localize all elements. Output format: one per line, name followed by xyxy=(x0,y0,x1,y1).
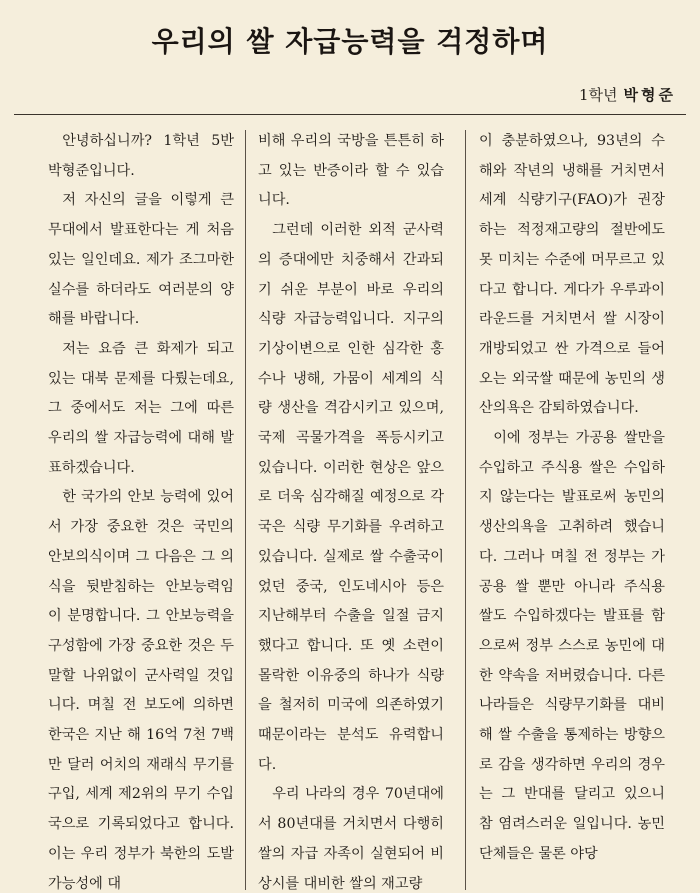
column-divider xyxy=(245,130,246,890)
header-divider xyxy=(14,114,686,115)
article-title: 우리의 쌀 자급능력을 걱정하며 xyxy=(151,25,549,58)
byline-author: 박형준 xyxy=(623,86,676,104)
paragraph: 그런데 이러한 외적 군사력의 증대에만 치중해서 간과되기 쉬운 부분이 바로 우리의 식량 자급능력입니다. 지구의 기상이변으로 인한 심각한 홍수나 냉해, 가뭄이 세계의 식량 생산을 격감시키고 있으며, 국제 곡물가격을 폭등시키고 있습니다. 이러한 현상은 앞으로 더욱 심각해질 예정으로 각국은 식량 무기화를 우려하고 있습니다. 실제로 쌀 수출국이었던 중국, 인도네시아 등은 지난해부터 수출을 일절 금지했다고 합니다. 또 옛 소련이 몰락한 이유중의 하나가 식량을 철저히 미국에 의존하였기 때문이라는 분석도 유력합니다. xyxy=(258,222,444,773)
text-column-1 xyxy=(48,127,234,893)
byline xyxy=(579,84,676,105)
paragraph: 저 자신의 글을 이렇게 큰 무대에서 발표한다는 게 처음 있는 일인데요. 제가 조그마한 실수를 하더라도 여러분의 양해를 바랍니다. xyxy=(48,192,234,328)
paragraph: 이 충분하였으나, 93년의 수해와 작년의 냉해를 거치면서 세계 식량기구(FAO)가 권장하는 적정재고량의 절반에도 못 미치는 수준에 머무르고 있다고 합니다. 게다가 우루과이라운드를 거치면서 쌀 시장이 개방되었고 싼 가격으로 들어오는 외국쌀 때문에 농민의 생산의욕은 감퇴하였습니다. xyxy=(479,133,665,417)
paragraph: 안녕하십니까? 1학년 5반 박형준입니다. xyxy=(48,133,234,179)
byline-grade: 1학년 xyxy=(578,86,618,104)
text-column-3 xyxy=(479,127,665,893)
paragraph: 비해 우리의 국방을 튼튼히 하고 있는 반증이라 할 수 있습니다. xyxy=(258,133,444,209)
paragraph: 한 국가의 안보 능력에 있어서 가장 중요한 것은 국민의 안보의식이며 그 다음은 그 의식을 뒷받침하는 안보능력임이 분명합니다. 그 안보능력을 구성함에 가장 중요한 것은 두말할 나위없이 군사력일 것입니다. 며칠 전 보도에 의하면 한국은 지난 해 16억 7천 7백만 달러 어치의 재래식 무기를 구입, 세계 제2위의 무기 수입국으로 기록되었다고 합니다. 이는 우리 정부가 북한의 도발 가능성에 대 xyxy=(48,489,234,892)
paragraph: 우리 나라의 경우 70년대에서 80년대를 거치면서 다행히 쌀의 자급 자족이 실현되어 비상시를 대비한 쌀의 재고량 xyxy=(258,786,444,892)
paragraph: 저는 요즘 큰 화제가 되고 있는 대북 문제를 다뤘는데요, 그 중에서도 저는 그에 따른 우리의 쌀 자급능력에 대해 발표하겠습니다. xyxy=(48,340,234,476)
paragraph: 이에 정부는 가공용 쌀만을 수입하고 주식용 쌀은 수입하지 않는다는 발표로써 농민의 생산의욕을 고취하려 했습니다. 그러나 며칠 전 정부는 가공용 쌀 뿐만 아니라 주식용 쌀도 수입하겠다는 발표를 함으로써 정부 스스로 농민에 대한 약속을 저버렸습니다. 다른 나라들은 식량무기화를 대비해 쌀 수출을 통제하는 방향으로 감을 생각하면 우리의 경우는 그 반대를 달리고 있으니 참 염려스러운 일입니다. 농민 단체들은 물론 야당 xyxy=(479,430,665,862)
text-column-2 xyxy=(258,127,444,893)
column-divider xyxy=(465,130,466,890)
